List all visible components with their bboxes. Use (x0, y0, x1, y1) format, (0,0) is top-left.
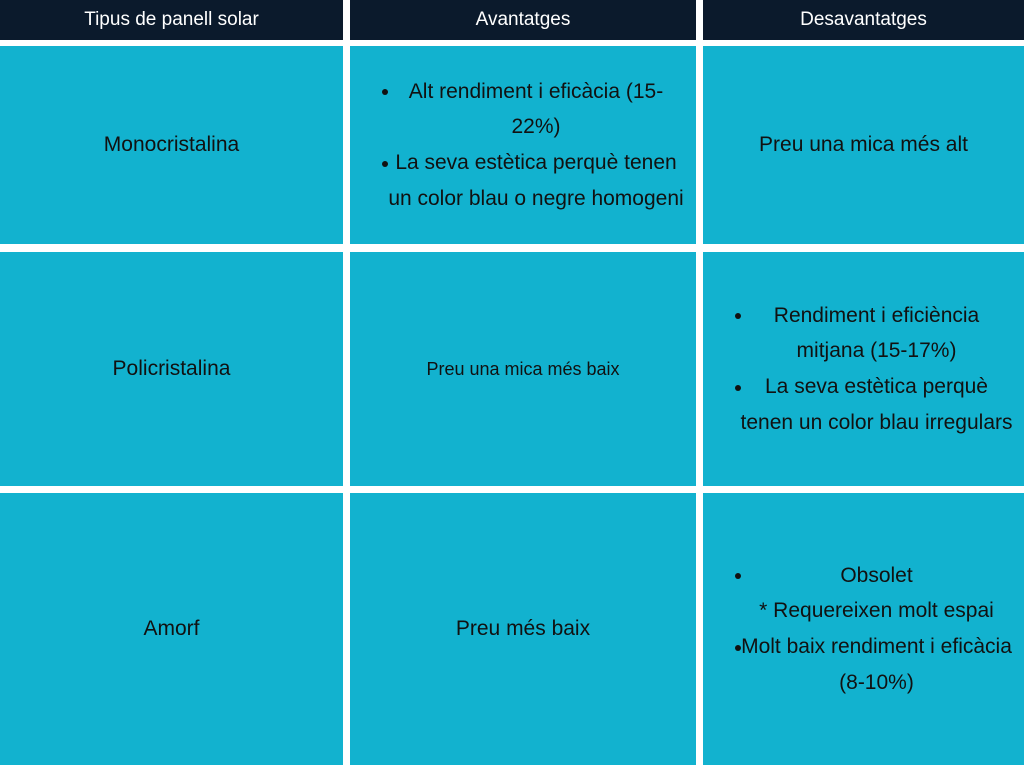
list-item: Molt baix rendiment i eficàcia (8-10%) (717, 629, 1014, 700)
cell-disadvantages-monocristalina (703, 46, 1024, 244)
cell-disadvantages-policristalina (703, 252, 1024, 486)
list-item: * Requereixen molt espai (759, 599, 994, 623)
advantages-list (350, 74, 696, 217)
disadvantages-list (703, 558, 1024, 701)
header-panel-type-label: Tipus de panell solar (84, 9, 259, 30)
list-item: Obsolet (717, 558, 1014, 594)
cell-advantages-amorf (350, 493, 696, 765)
disadvantage-text: Preu una mica més alt (759, 133, 968, 157)
cell-disadvantages-amorf (703, 493, 1024, 765)
cell-type-monocristalina (0, 46, 343, 244)
advantage-text: Preu més baix (455, 617, 591, 641)
panel-type-label: Monocristalina (103, 133, 240, 157)
header-disadvantages-label: Desavantatges (800, 9, 927, 30)
header-advantages (350, 0, 696, 40)
list-item: Rendiment i eficiència mitjana (15-17%) (717, 298, 1014, 369)
cell-type-amorf (0, 493, 343, 765)
list-item: La seva estètica perquè tenen un color blau o negre homogeni (364, 145, 686, 216)
advantage-text: Preu una mica més baix (426, 358, 620, 379)
disadvantages-list (703, 298, 1024, 441)
panel-type-label: Policristalina (112, 357, 231, 381)
header-panel-type (0, 0, 343, 40)
header-disadvantages (703, 0, 1024, 40)
panel-type-label: Amorf (143, 617, 200, 641)
header-advantages-label: Avantatges (475, 9, 571, 30)
cell-type-policristalina (0, 252, 343, 486)
cell-advantages-monocristalina (350, 46, 696, 244)
list-item: La seva estètica perquè tenen un color blau irregulars (717, 369, 1014, 440)
list-item: Alt rendiment i eficàcia (15-22%) (364, 74, 686, 145)
cell-advantages-policristalina (350, 252, 696, 486)
